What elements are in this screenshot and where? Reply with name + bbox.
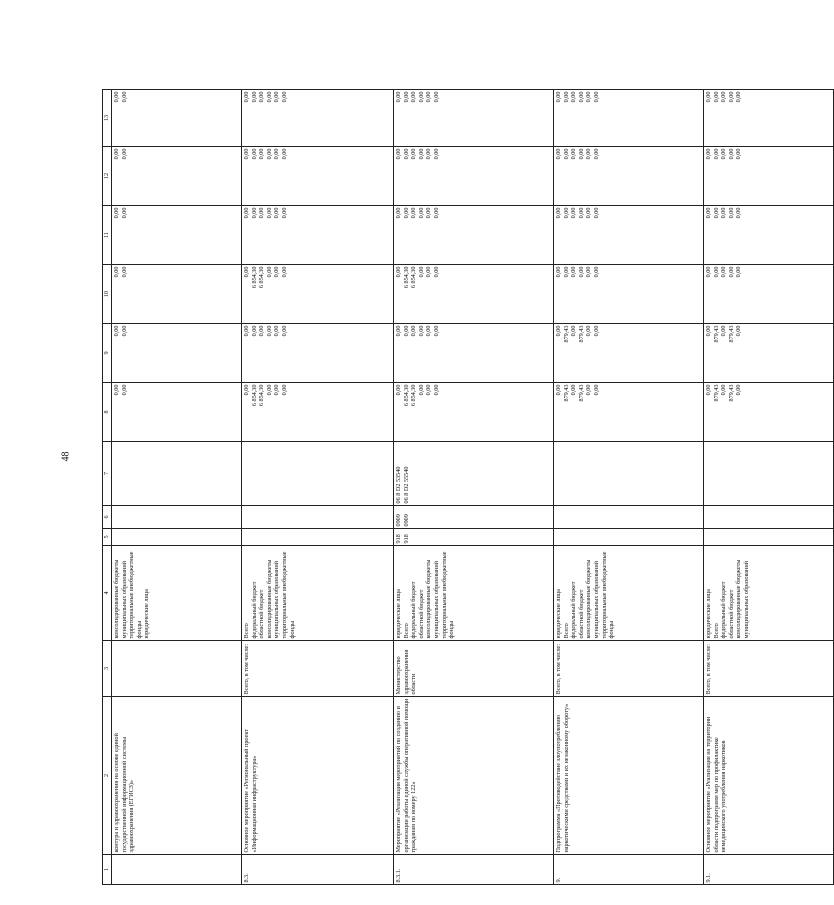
program-name: Основное мероприятие «Региональный проект «Информационная инфраструктура» <box>242 697 394 855</box>
amount-value: 0,00 <box>273 91 281 103</box>
amount-value: 0,00 <box>265 384 273 396</box>
amount-value: 0,00 <box>243 207 250 219</box>
row-number <box>112 855 242 885</box>
amount-value: 0,00 <box>113 266 120 278</box>
amount-value: 0,00 <box>417 207 425 219</box>
column-header: 8 <box>103 383 112 442</box>
amount-value: 0,00 <box>265 266 273 278</box>
amount-value: 0,00 <box>735 148 743 160</box>
amount-value: 0,00 <box>425 266 433 278</box>
amount-value: 0,00 <box>243 148 250 160</box>
amount-cell <box>394 383 554 442</box>
amount-cell <box>112 147 242 206</box>
row-number: 9. <box>554 855 704 885</box>
amount-value: 0,00 <box>113 384 120 396</box>
amount-value: 0,00 <box>243 91 250 103</box>
source-label: консолидированные бюджеты муниципальных образований <box>585 559 600 639</box>
amount-value: 0,00 <box>280 266 288 278</box>
amount-value: 6 854,30 <box>402 266 410 289</box>
section-code <box>242 506 394 529</box>
amount-value: 0,00 <box>735 266 743 278</box>
source-label: областной бюджет <box>258 589 266 639</box>
amount-cell <box>554 206 704 265</box>
section-code <box>704 506 834 529</box>
amount-value: 0,00 <box>712 207 720 219</box>
source-label: территориальные внебюджетные фонды <box>600 551 616 639</box>
amount-value: 0,00 <box>562 207 570 219</box>
amount-cell <box>394 324 554 383</box>
amount-value: 0,00 <box>585 207 593 219</box>
amount-cell <box>704 147 834 206</box>
responsible-executor: Всего, в том числе: <box>554 641 704 697</box>
amount-value: 0,00 <box>720 325 728 337</box>
amount-value <box>128 267 136 322</box>
amount-value: 0,00 <box>577 207 585 219</box>
amount-value: 0,00 <box>555 325 562 337</box>
amount-value: 0,00 <box>432 207 440 219</box>
grbs-code <box>554 529 704 546</box>
funding-sources <box>112 546 242 641</box>
amount-value: 0,00 <box>265 207 273 219</box>
code-value: 0909 <box>402 514 410 527</box>
column-header: 6 <box>103 506 112 529</box>
column-header: 11 <box>103 206 112 265</box>
amount-value: 0,00 <box>592 325 600 337</box>
amount-cell <box>242 324 394 383</box>
amount-value: 0,00 <box>258 325 266 337</box>
amount-value: 0,00 <box>727 207 735 219</box>
amount-value: 0,00 <box>395 91 402 103</box>
source-label: консолидированные бюджеты муниципальных образований <box>113 559 128 639</box>
amount-value: 0,00 <box>273 266 281 278</box>
amount-value: 0,00 <box>432 266 440 278</box>
amount-cell <box>394 147 554 206</box>
code-value: 0909 <box>395 514 402 527</box>
amount-cell <box>394 265 554 324</box>
budget-table <box>102 89 834 885</box>
amount-value: 0,00 <box>417 384 425 396</box>
amount-value: 879,43 <box>727 325 735 343</box>
amount-value: 0,00 <box>705 266 712 278</box>
amount-value: 0,00 <box>402 91 410 103</box>
amount-value: 0,00 <box>243 266 250 278</box>
amount-value: 0,00 <box>425 325 433 337</box>
grbs-code <box>704 529 834 546</box>
funding-sources <box>554 546 704 641</box>
amount-value: 0,00 <box>727 266 735 278</box>
amount-cell <box>554 90 704 147</box>
column-header: 5 <box>103 529 112 546</box>
amount-value: 0,00 <box>120 148 128 160</box>
amount-value: 0,00 <box>425 148 433 160</box>
amount-value: 0,00 <box>258 91 266 103</box>
column-header: 3 <box>103 641 112 697</box>
amount-value <box>128 385 136 440</box>
amount-value: 0,00 <box>425 384 433 396</box>
amount-value: 0,00 <box>113 325 120 337</box>
amount-value: 0,00 <box>395 266 402 278</box>
amount-value: 0,00 <box>570 266 578 278</box>
amount-cell <box>112 324 242 383</box>
amount-value: 0,00 <box>120 207 128 219</box>
amount-cell <box>242 90 394 147</box>
amount-cell <box>242 383 394 442</box>
column-header: 13 <box>103 90 112 147</box>
amount-value: 0,00 <box>562 91 570 103</box>
amount-value: 0,00 <box>720 91 728 103</box>
amount-value: 0,00 <box>720 384 728 396</box>
responsible-executor: Министерство здравоохранения области <box>394 641 554 697</box>
grbs-code <box>394 529 554 546</box>
amount-value: 0,00 <box>113 207 120 219</box>
amount-cell <box>554 147 704 206</box>
header-row <box>103 90 112 885</box>
amount-value: 0,00 <box>120 384 128 396</box>
source-label: федеральный бюджет <box>410 581 418 639</box>
row-number: 9.1. <box>704 855 834 885</box>
amount-value: 0,00 <box>585 325 593 337</box>
target-article-code <box>112 442 242 506</box>
amount-value: 0,00 <box>592 148 600 160</box>
code-value: 918 <box>395 534 402 544</box>
amount-cell <box>704 324 834 383</box>
amount-cell <box>394 90 554 147</box>
amount-value: 0,00 <box>585 91 593 103</box>
amount-value: 0,00 <box>592 266 600 278</box>
target-article-code <box>704 442 834 506</box>
amount-value: 0,00 <box>705 384 712 396</box>
amount-value: 0,00 <box>577 148 585 160</box>
amount-value: 0,00 <box>727 91 735 103</box>
amount-value: 0,00 <box>425 91 433 103</box>
amount-value: 0,00 <box>555 207 562 219</box>
responsible-executor: Всего, в том числе: <box>704 641 834 697</box>
amount-value: 0,00 <box>425 207 433 219</box>
amount-value: 879,43 <box>562 384 570 402</box>
amount-value <box>128 149 136 204</box>
amount-value: 0,00 <box>705 325 712 337</box>
table-row <box>704 90 834 885</box>
amount-value: 879,43 <box>577 384 585 402</box>
amount-cell <box>242 147 394 206</box>
amount-value: 0,00 <box>720 207 728 219</box>
section-code <box>394 506 554 529</box>
amount-value: 0,00 <box>395 207 402 219</box>
amount-value: 0,00 <box>250 91 258 103</box>
amount-value: 0,00 <box>417 325 425 337</box>
amount-value: 0,00 <box>280 207 288 219</box>
amount-value: 0,00 <box>273 384 281 396</box>
source-label: юридические лица <box>555 589 562 639</box>
code-value: 06 8 D2 55540 <box>402 466 410 504</box>
amount-value: 0,00 <box>273 207 281 219</box>
amount-value: 879,43 <box>562 325 570 343</box>
source-label: территориальные внебюджетные фонды <box>280 551 296 639</box>
amount-value: 0,00 <box>577 266 585 278</box>
program-name: Основное мероприятие «Реализация на территории области подпрограмм мер по профилактике немедицинского употребления наркотиков <box>704 697 834 855</box>
amount-cell <box>112 90 242 147</box>
amount-value: 0,00 <box>410 148 418 160</box>
source-label: консолидированные бюджеты муниципальных образований <box>265 559 281 639</box>
column-header: 12 <box>103 147 112 206</box>
amount-value: 0,00 <box>727 148 735 160</box>
amount-value: 6 854,30 <box>258 266 266 289</box>
amount-value: 0,00 <box>250 207 258 219</box>
source-label: консолидированные бюджеты муниципальных образований <box>735 559 750 639</box>
table-row <box>112 90 242 885</box>
column-header: 7 <box>103 442 112 506</box>
source-label: федеральный бюджет <box>720 581 728 639</box>
amount-value: 0,00 <box>562 266 570 278</box>
amount-cell <box>704 383 834 442</box>
amount-value: 0,00 <box>250 148 258 160</box>
amount-value: 6 854,30 <box>250 266 258 289</box>
amount-value: 6 854,30 <box>402 384 410 407</box>
funding-sources <box>704 546 834 641</box>
amount-value: 0,00 <box>273 148 281 160</box>
row-number: 8.3.1. <box>394 855 554 885</box>
source-label: территориальные внебюджетные фонды <box>128 551 143 639</box>
funding-sources <box>242 546 394 641</box>
amount-value: 0,00 <box>585 266 593 278</box>
source-label: Всего <box>562 623 570 639</box>
program-name: Подпрограмма «Противодействие злоупотреблению наркотическими средствами и их незаконному обороту» <box>554 697 704 855</box>
column-header: 10 <box>103 265 112 324</box>
source-label: федеральный бюджет <box>570 581 578 639</box>
amount-value: 0,00 <box>555 266 562 278</box>
source-label: юридические лица <box>395 589 402 639</box>
amount-value: 0,00 <box>120 91 128 103</box>
column-header: 1 <box>103 855 112 885</box>
amount-value <box>128 208 136 263</box>
column-header: 4 <box>103 546 112 641</box>
source-label: Всего <box>402 623 410 639</box>
amount-value: 0,00 <box>410 207 418 219</box>
amount-value: 6 854,30 <box>410 266 418 289</box>
source-label: консолидированные бюджеты муниципальных образований <box>425 559 440 639</box>
amount-value: 0,00 <box>555 384 562 396</box>
amount-value: 879,43 <box>712 325 720 343</box>
amount-cell <box>394 206 554 265</box>
amount-value: 0,00 <box>720 148 728 160</box>
amount-value: 6 854,30 <box>258 384 266 407</box>
source-label: Всего <box>712 623 720 639</box>
amount-value <box>128 326 136 381</box>
amount-value: 0,00 <box>417 266 425 278</box>
target-article-code <box>242 442 394 506</box>
amount-cell <box>554 324 704 383</box>
source-label: федеральный бюджет <box>250 581 258 639</box>
source-label: областной бюджет <box>727 589 735 639</box>
amount-value: 0,00 <box>432 148 440 160</box>
grbs-code <box>242 529 394 546</box>
amount-value: 0,00 <box>395 325 402 337</box>
amount-value: 0,00 <box>250 325 258 337</box>
column-header: 2 <box>103 697 112 855</box>
amount-value: 0,00 <box>735 384 743 396</box>
amount-value: 0,00 <box>562 148 570 160</box>
amount-value: 0,00 <box>577 91 585 103</box>
amount-value: 0,00 <box>712 148 720 160</box>
amount-value: 0,00 <box>735 91 743 103</box>
source-label: Всего <box>243 623 250 639</box>
amount-cell <box>242 206 394 265</box>
budget-table-rotated <box>102 90 750 885</box>
amount-value: 0,00 <box>265 148 273 160</box>
amount-value <box>128 92 136 145</box>
amount-value: 0,00 <box>402 325 410 337</box>
amount-value: 0,00 <box>265 91 273 103</box>
amount-value: 0,00 <box>720 266 728 278</box>
amount-cell <box>112 265 242 324</box>
table-row <box>394 90 554 885</box>
amount-value: 0,00 <box>705 207 712 219</box>
amount-value: 879,43 <box>712 384 720 402</box>
amount-value: 0,00 <box>410 91 418 103</box>
amount-value: 6 854,30 <box>410 384 418 407</box>
amount-value: 0,00 <box>280 148 288 160</box>
amount-value: 0,00 <box>570 325 578 337</box>
grbs-code <box>112 529 242 546</box>
amount-value: 0,00 <box>258 207 266 219</box>
code-value: 918 <box>402 534 410 544</box>
amount-value: 0,00 <box>592 384 600 396</box>
amount-value: 0,00 <box>432 325 440 337</box>
amount-cell <box>704 265 834 324</box>
table-row <box>554 90 704 885</box>
amount-value: 0,00 <box>243 325 250 337</box>
amount-value: 0,00 <box>555 91 562 103</box>
amount-value: 0,00 <box>395 384 402 396</box>
section-code <box>554 506 704 529</box>
amount-cell <box>112 206 242 265</box>
amount-cell <box>554 265 704 324</box>
amount-value: 0,00 <box>113 91 120 103</box>
amount-value: 0,00 <box>280 91 288 103</box>
source-label: областной бюджет <box>577 589 585 639</box>
table-row <box>242 90 394 885</box>
funding-sources <box>394 546 554 641</box>
amount-value: 0,00 <box>705 91 712 103</box>
amount-value: 0,00 <box>570 207 578 219</box>
target-article-code <box>554 442 704 506</box>
amount-cell <box>554 383 704 442</box>
amount-value: 0,00 <box>243 384 250 396</box>
amount-value: 0,00 <box>258 148 266 160</box>
amount-value: 0,00 <box>417 91 425 103</box>
amount-value: 0,00 <box>585 148 593 160</box>
amount-value: 0,00 <box>402 148 410 160</box>
amount-value: 0,00 <box>402 207 410 219</box>
row-number: 8.3. <box>242 855 394 885</box>
amount-value: 0,00 <box>570 148 578 160</box>
responsible-executor <box>112 641 242 697</box>
amount-cell <box>242 265 394 324</box>
section-code <box>112 506 242 529</box>
column-header: 9 <box>103 324 112 383</box>
source-label: юридические лица <box>705 589 712 639</box>
amount-value: 0,00 <box>705 148 712 160</box>
amount-value: 0,00 <box>280 325 288 337</box>
table-body <box>103 90 834 885</box>
amount-cell <box>112 383 242 442</box>
source-label: областной бюджет <box>417 589 425 639</box>
program-name: контура и здравоохранения на основе единой государственной информационной системы здравоохранения (ЕГИСЗ)» <box>112 697 242 855</box>
amount-value: 0,00 <box>712 91 720 103</box>
amount-value: 0,00 <box>265 325 273 337</box>
amount-value: 0,00 <box>410 325 418 337</box>
amount-value: 0,00 <box>395 148 402 160</box>
amount-value: 6 854,30 <box>250 384 258 407</box>
amount-value: 0,00 <box>735 325 743 337</box>
amount-value: 0,00 <box>113 148 120 160</box>
amount-value: 879,43 <box>577 325 585 343</box>
amount-value: 0,00 <box>585 384 593 396</box>
amount-value: 0,00 <box>273 325 281 337</box>
source-label: юридические лица <box>143 589 151 639</box>
source-label: территориальные внебюджетные фонды <box>440 551 456 639</box>
program-name: Мероприятие «Реализация мероприятий по созданию и организации работы единой службы оперативной помощи гражданам по номеру 122» <box>394 697 554 855</box>
amount-value: 0,00 <box>570 91 578 103</box>
amount-value: 0,00 <box>432 384 440 396</box>
amount-value: 0,00 <box>417 148 425 160</box>
amount-value: 0,00 <box>592 91 600 103</box>
amount-value: 0,00 <box>570 384 578 396</box>
amount-value: 879,43 <box>727 384 735 402</box>
amount-value: 0,00 <box>120 266 128 278</box>
amount-value: 0,00 <box>712 266 720 278</box>
code-value: 06 8 D2 53540 <box>395 466 402 504</box>
amount-value: 0,00 <box>280 384 288 396</box>
amount-value: 0,00 <box>432 91 440 103</box>
amount-value: 0,00 <box>592 207 600 219</box>
amount-cell <box>704 206 834 265</box>
target-article-code <box>394 442 554 506</box>
page-number: 48 <box>60 451 72 462</box>
amount-value: 0,00 <box>120 325 128 337</box>
amount-cell <box>704 90 834 147</box>
amount-value: 0,00 <box>735 207 743 219</box>
responsible-executor: Всего, в том числе: <box>242 641 394 697</box>
amount-value: 0,00 <box>555 148 562 160</box>
